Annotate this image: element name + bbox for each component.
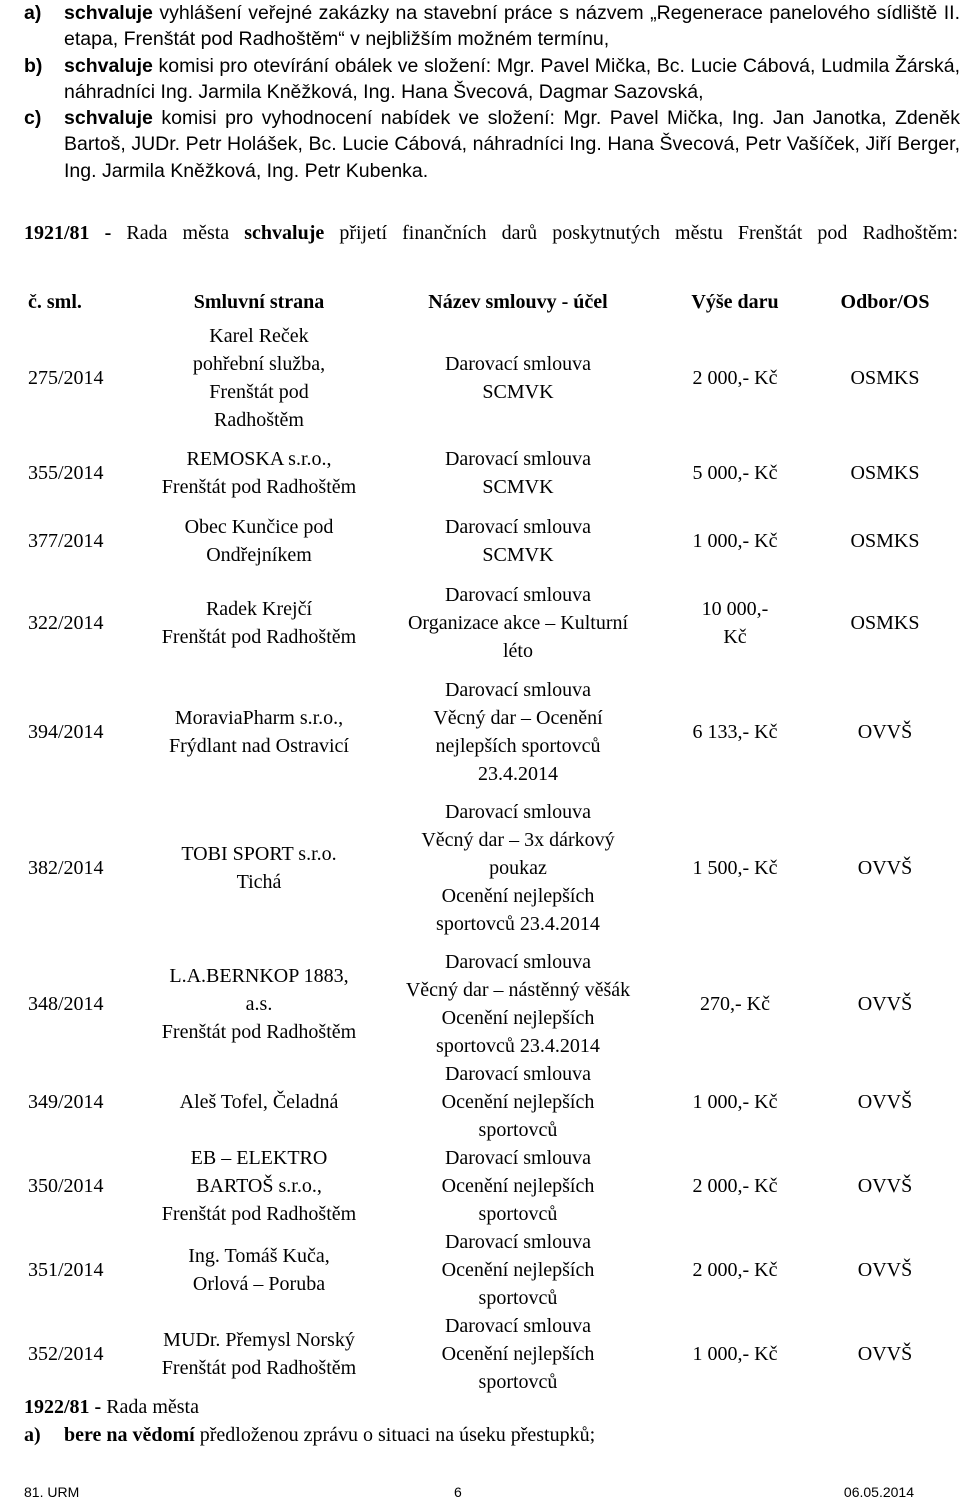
cell-contract-no: 350/2014 — [28, 1175, 104, 1197]
cell-contract-title: Darovací smlouva Věcný dar – 3x dárkový poukaz Ocenění nejlepších sportovců 23.4.2014 — [421, 801, 615, 935]
resolution-text: přijetí finančních darů poskytnutých městu Frenštát pod Radhoštěm: — [324, 222, 959, 244]
cell-contract-no: 351/2014 — [28, 1259, 104, 1281]
table-row — [24, 1144, 960, 1228]
cell-contract-title: Darovací smlouva SCMVK — [444, 516, 592, 566]
cell-department: OVVŠ — [857, 1175, 913, 1197]
row-spacer-cell — [24, 666, 960, 676]
table-header-row — [24, 282, 960, 322]
cell-contract-no: 355/2014 — [28, 462, 104, 484]
cell-contract-title: Darovací smlouva SCMVK — [444, 353, 592, 403]
table-row — [24, 1228, 960, 1312]
resolution-item-b — [24, 53, 960, 106]
item-verb: schvaluje — [64, 107, 153, 130]
table-row — [24, 444, 960, 502]
cell-contract-no: 322/2014 — [28, 612, 104, 634]
cell-contract-title: Darovací smlouva Ocenění nejlepších sportovců — [441, 1063, 595, 1141]
resolution-prefix: Rada města — [106, 1396, 199, 1418]
cell-party: REMOSKA s.r.o., Frenštát pod Radhoštěm — [161, 448, 357, 498]
row-spacer — [24, 502, 960, 512]
cell-contract-no: 394/2014 — [28, 721, 104, 743]
resolution-item-a — [24, 0, 960, 53]
cell-contract-title: Darovací smlouva Věcný dar – Ocenění nejlepších sportovců 23.4.2014 — [433, 679, 603, 785]
cell-contract-title: Darovací smlouva SCMVK — [444, 448, 592, 498]
resolution-1921 — [24, 220, 958, 246]
cell-department: OVVŠ — [857, 721, 913, 743]
cell-amount: 1 000,- Kč — [692, 1343, 778, 1365]
table-row — [24, 580, 960, 666]
cell-amount: 2 000,- Kč — [692, 1259, 778, 1281]
row-spacer — [24, 938, 960, 948]
table-row — [24, 798, 960, 938]
item-verb: schvaluje — [64, 2, 153, 24]
item-text: komisi pro otevírání obálek ve složení: Mgr. Pavel Mička, Bc. Lucie Cábová, Ludmila Žárská, náhradníci Ing. Jarmila Kněžková, Ing. Hana Švecová, Dagmar Sazovská, — [64, 54, 960, 103]
cell-department: OVVŠ — [857, 1343, 913, 1365]
row-spacer — [24, 434, 960, 444]
item-marker: b) — [24, 54, 43, 77]
cell-department: OVVŠ — [857, 993, 913, 1015]
header-department: Odbor/OS — [840, 291, 930, 313]
cell-contract-title: Darovací smlouva Ocenění nejlepších sportovců — [441, 1315, 595, 1393]
cell-amount: 5 000,- Kč — [692, 462, 778, 484]
cell-contract-title: Darovací smlouva Organizace akce – Kulturní léto — [407, 584, 629, 662]
cell-contract-no: 352/2014 — [28, 1343, 104, 1365]
header-party: Smluvní strana — [193, 291, 325, 313]
cell-party: TOBI SPORT s.r.o. Tichá — [181, 843, 337, 893]
cell-contract-no: 348/2014 — [28, 993, 104, 1015]
cell-party: EB – ELEKTRO BARTOŠ s.r.o., Frenštát pod Radhoštěm — [161, 1147, 357, 1225]
resolution-number: 1921/81 - — [24, 222, 127, 244]
cell-department: OVVŠ — [857, 1091, 913, 1113]
footer-page-number: 6 — [454, 1484, 462, 1500]
cell-amount: 2 000,- Kč — [692, 367, 778, 389]
cell-contract-title: Darovací smlouva Ocenění nejlepších sportovců — [441, 1147, 595, 1225]
cell-party: Ing. Tomáš Kuča, Orlová – Poruba — [188, 1245, 330, 1295]
cell-department: OSMKS — [850, 367, 920, 389]
table-body — [24, 322, 960, 1396]
item-marker: a) — [24, 1424, 41, 1446]
item-marker: c) — [24, 107, 42, 130]
cell-party: Obec Kunčice pod Ondřejníkem — [184, 516, 334, 566]
row-spacer — [24, 666, 960, 676]
item-verb: bere na vědomí — [64, 1424, 195, 1446]
cell-contract-title: Darovací smlouva Ocenění nejlepších sportovců — [441, 1231, 595, 1309]
header-amount: Výše daru — [691, 291, 779, 313]
row-spacer-cell — [24, 938, 960, 948]
table-row — [24, 676, 960, 788]
table-row — [24, 322, 960, 434]
cell-party: Radek Krejčí Frenštát pod Radhoštěm — [161, 598, 357, 648]
cell-contract-no: 377/2014 — [28, 530, 104, 552]
table-row — [24, 948, 960, 1060]
row-spacer-cell — [24, 570, 960, 580]
cell-party: MoraviaPharm s.r.o., Frýdlant nad Ostravicí — [169, 707, 349, 757]
resolution-item-c — [24, 105, 960, 184]
cell-department: OSMKS — [850, 530, 920, 552]
cell-party: L.A.BERNKOP 1883, a.s. Frenštát pod Radhoštěm — [161, 965, 357, 1043]
cell-amount: 6 133,- Kč — [692, 721, 778, 743]
cell-amount: 1 000,- Kč — [692, 530, 778, 552]
row-spacer-cell — [24, 788, 960, 798]
cell-party: MUDr. Přemysl Norský Frenštát pod Radhoštěm — [161, 1329, 357, 1379]
resolution-1922 — [24, 1394, 199, 1420]
table-row — [24, 1060, 960, 1144]
cell-amount: 1 500,- Kč — [692, 857, 778, 879]
row-spacer — [24, 788, 960, 798]
cell-amount: 1 000,- Kč — [692, 1091, 778, 1113]
resolution-items-list — [24, 0, 960, 184]
cell-department: OVVŠ — [857, 857, 913, 879]
table-row — [24, 512, 960, 570]
cell-contract-no: 275/2014 — [28, 367, 104, 389]
resolution-number: 1922/81 - — [24, 1396, 107, 1418]
header-contract-no: č. sml. — [28, 291, 82, 313]
item-marker: a) — [24, 2, 42, 24]
item-text: vyhlášení veřejné zakázky na stavební práce s názvem „Regenerace panelového sídliště II. etapa, Frenštát pod Radhoštěm“ v nejbližším možném termínu, — [64, 2, 960, 51]
cell-contract-title: Darovací smlouva Věcný dar – nástěnný věšák Ocenění nejlepších sportovců 23.4.2014 — [405, 951, 631, 1057]
resolution-prefix: Rada města — [126, 222, 245, 244]
cell-amount: 2 000,- Kč — [692, 1175, 778, 1197]
cell-department: OSMKS — [850, 462, 920, 484]
cell-party: Aleš Tofel, Čeladná — [179, 1091, 339, 1113]
cell-party: Karel Reček pohřební služba, Frenštát pod Radhoštěm — [192, 325, 326, 431]
row-spacer — [24, 570, 960, 580]
item-text: komisi pro vyhodnocení nabídek ve složení: Mgr. Pavel Mička, Ing. Jan Janotka, Zdeněk Bartoš, JUDr. Petr Holášek, Bc. Lucie Cábová, náhradníci Ing. Hana Švecová, Petr Vašíček, Jiří Berger, Ing. Jarmila Kněžková, Ing. Petr Kubenka. — [64, 107, 960, 182]
footer-date: 06.05.2014 — [843, 1484, 914, 1500]
resolution-verb: schvaluje — [244, 222, 325, 244]
row-spacer-cell — [24, 502, 960, 512]
footer-meeting: 81. URM — [24, 1484, 80, 1500]
cell-department: OVVŠ — [857, 1259, 913, 1281]
header-contract-title: Název smlouvy - účel — [428, 291, 608, 313]
donations-table — [24, 282, 960, 1396]
cell-contract-no: 349/2014 — [28, 1091, 104, 1113]
row-spacer-cell — [24, 434, 960, 444]
cell-amount: 10 000,- Kč — [701, 598, 769, 648]
resolution-1922-item-a — [24, 1422, 595, 1448]
cell-contract-no: 382/2014 — [28, 857, 104, 879]
cell-department: OSMKS — [850, 612, 920, 634]
cell-amount: 270,- Kč — [700, 993, 770, 1015]
item-text: předloženou zprávu o situaci na úseku přestupků; — [194, 1424, 596, 1446]
item-verb: schvaluje — [64, 54, 153, 77]
table-row — [24, 1312, 960, 1396]
